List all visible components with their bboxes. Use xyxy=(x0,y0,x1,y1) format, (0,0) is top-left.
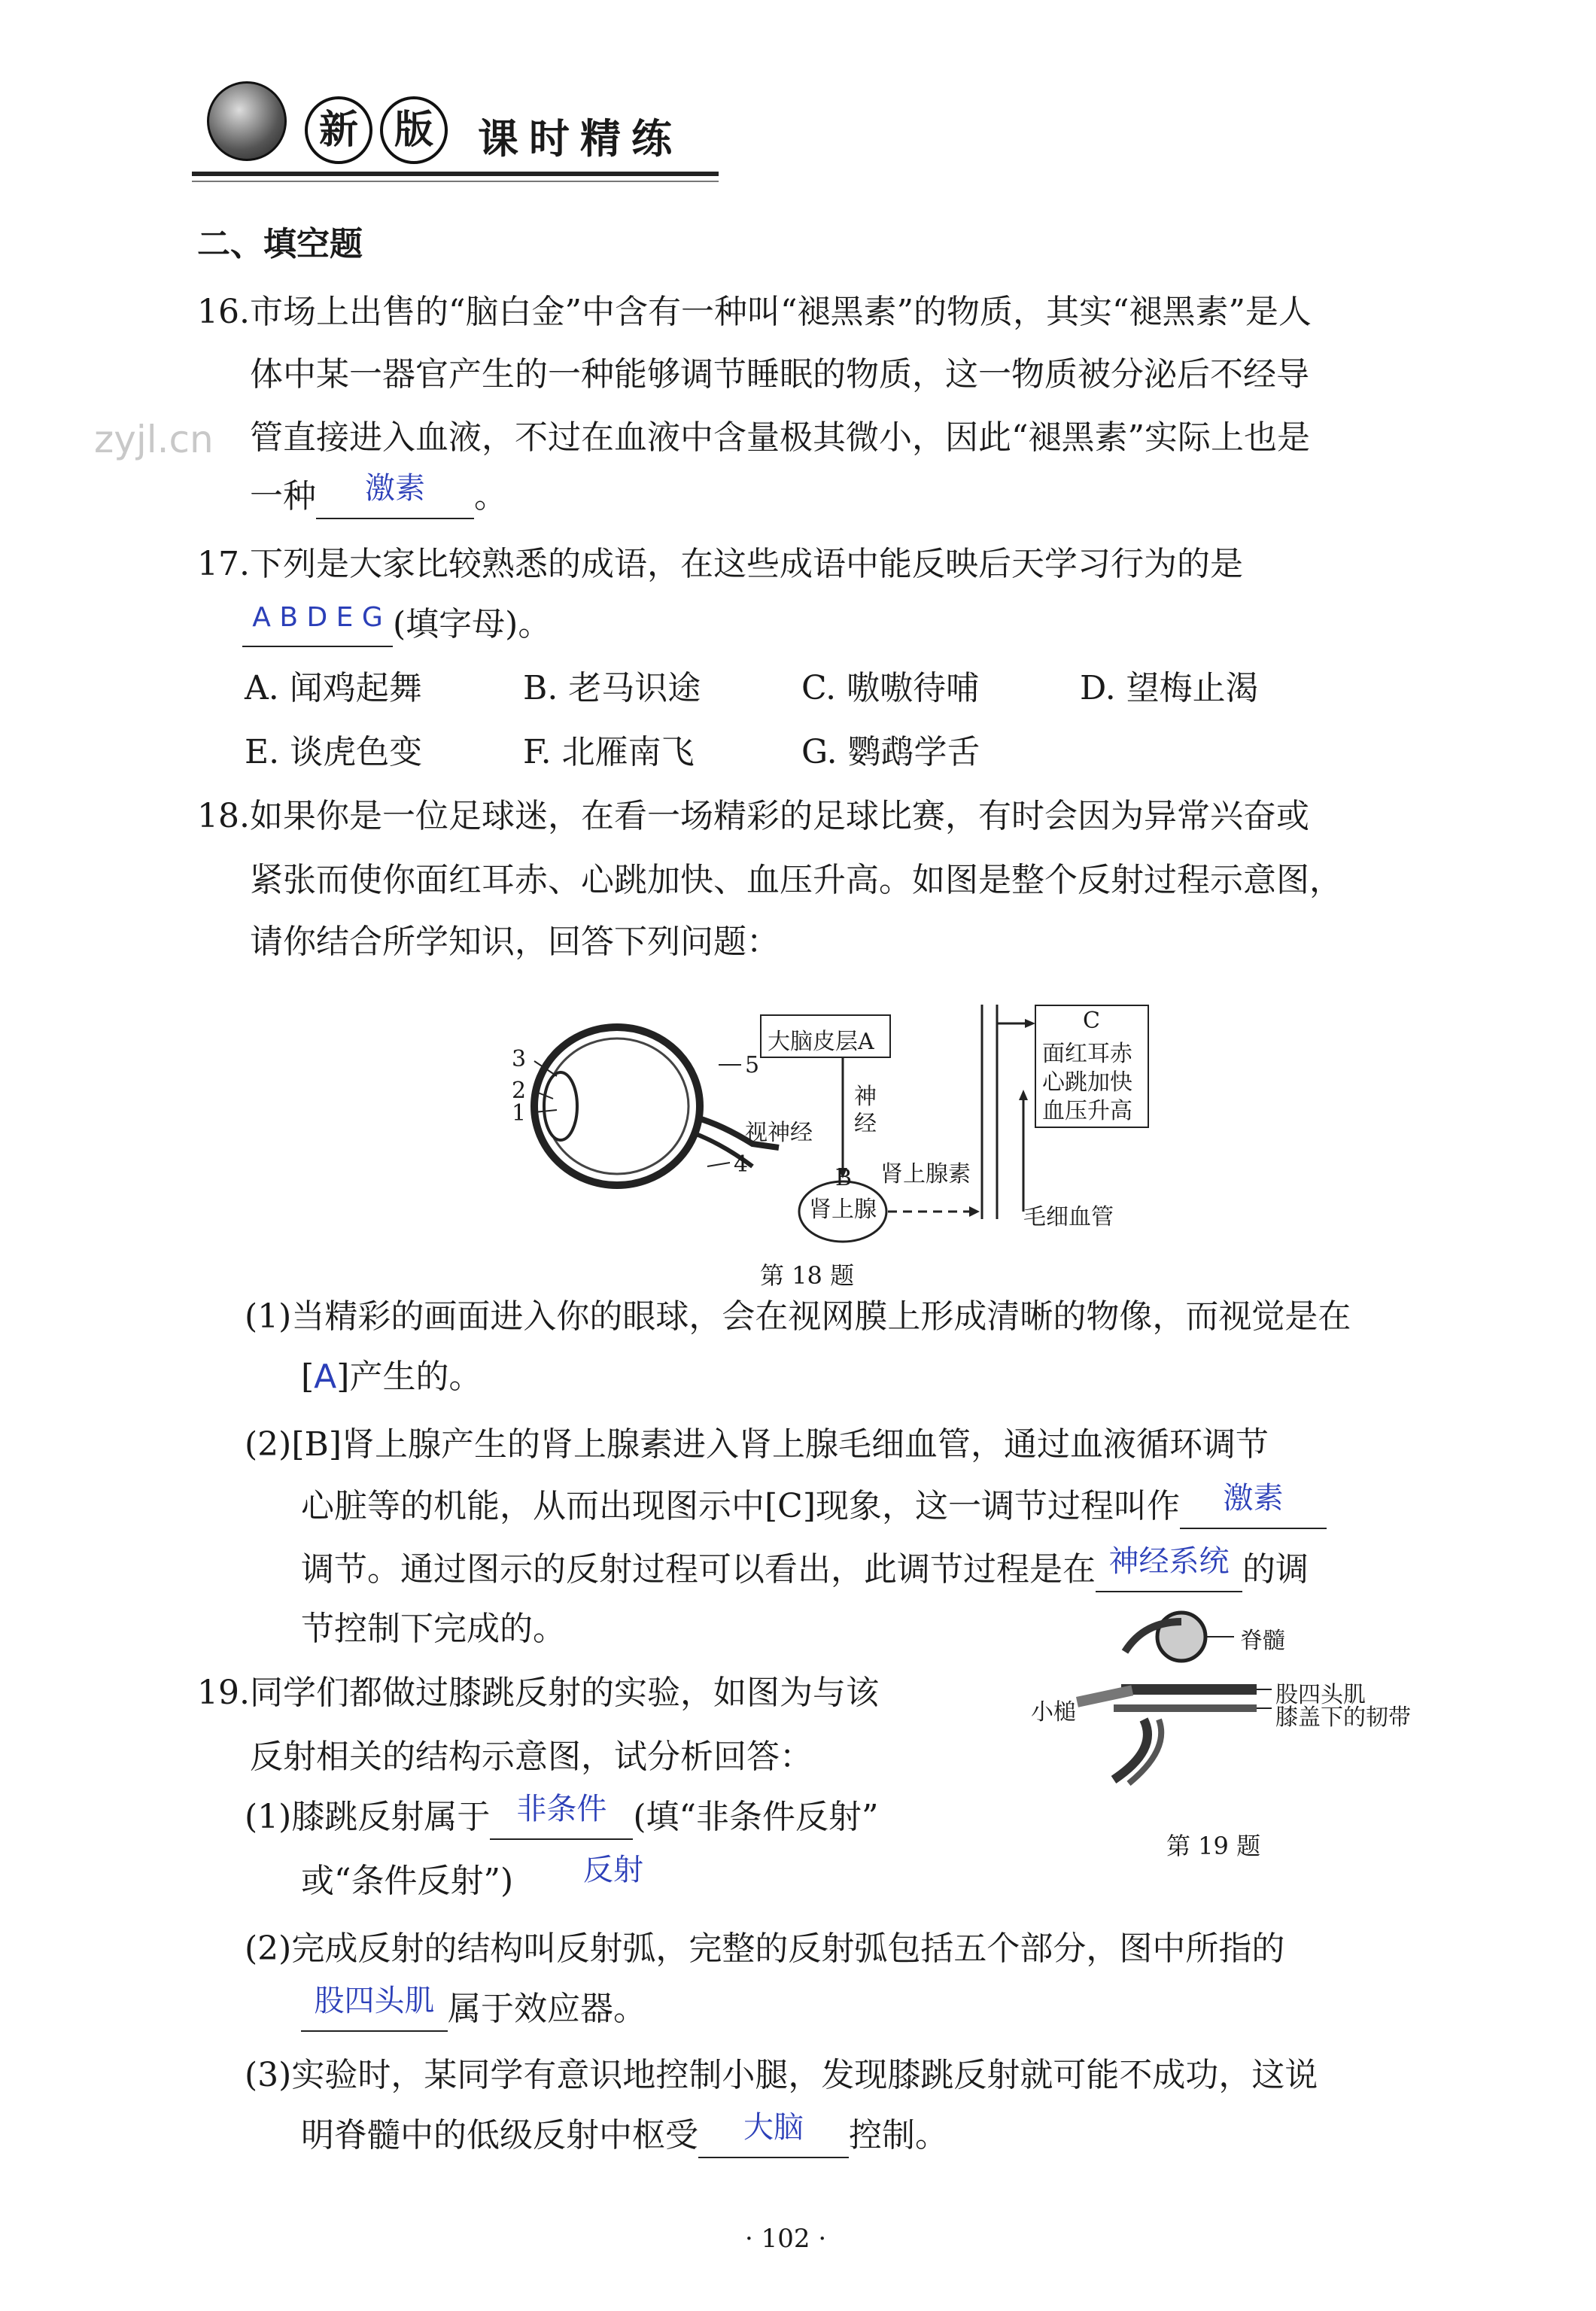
c-box xyxy=(1035,1005,1149,1128)
q18-figure-caption: 第 18 题 xyxy=(760,1261,855,1290)
watermark: zyjl.cn xyxy=(94,418,214,461)
c-letter: C xyxy=(1083,1008,1100,1034)
q17-line-1: 17.下列是大家比较熟悉的成语，在这些成语中能反映后天学习行为的是 xyxy=(197,545,1243,583)
q18-p1-answer: A xyxy=(314,1358,337,1396)
q16-answer-blank xyxy=(316,471,474,519)
q19-p1-answer-cont: 反射 xyxy=(583,1853,643,1887)
q19-p2-answer-blank xyxy=(301,1984,448,2032)
q19-line-2: 反射相关的结构示意图，试分析回答： xyxy=(250,1738,813,1776)
q19-figure-caption: 第 19 题 xyxy=(1166,1832,1261,1860)
nerve-label: 神经 xyxy=(854,1084,877,1137)
q17-option: E. 谈虎色变 xyxy=(245,733,423,771)
q19-p1-line-2: 或“条件反射”) xyxy=(301,1862,514,1900)
q18-p2-text-3: 的调 xyxy=(1242,1550,1309,1589)
eye-label-3: 3 xyxy=(512,1046,527,1072)
c-line-1: 面红耳赤 xyxy=(1042,1041,1132,1067)
q18-p1-text: [ xyxy=(301,1358,315,1396)
header-rule xyxy=(192,172,719,176)
q19-p1-answer-blank xyxy=(490,1792,633,1840)
q19-p1-line-1 xyxy=(245,1792,879,1840)
q18-p1-line-1: (1)当精彩的画面进入你的眼球，会在视网膜上形成清晰的物像，而视觉是在 xyxy=(245,1297,1351,1336)
page-number: · 102 · xyxy=(745,2224,827,2254)
header xyxy=(192,60,719,188)
q16-answer: 激素 xyxy=(365,471,425,506)
q16-line-4 xyxy=(250,471,507,519)
q17-line-2 xyxy=(242,602,551,647)
q19-p1-text: (1)膝跳反射属于 xyxy=(245,1798,491,1836)
q16-line-2: 体中某一器官产生的一种能够调节睡眠的物质，这一物质被分泌后不经导 xyxy=(250,355,1309,394)
q17-options-row-1 xyxy=(245,666,1358,711)
eye-label-4: 4 xyxy=(734,1151,749,1178)
q18-p2-line-4: 节控制下完成的。 xyxy=(301,1610,566,1648)
q17-option: A. 闻鸡起舞 xyxy=(245,669,422,707)
q19-p3-text-end: 控制。 xyxy=(849,2116,948,2154)
quadriceps-label: 股四头肌 xyxy=(1275,1682,1366,1708)
ligament-label: 膝盖下的韧带 xyxy=(1275,1704,1411,1731)
q18-p2-answer-2: 神经系统 xyxy=(1108,1544,1230,1579)
q19-p2-answer: 股四头肌 xyxy=(314,1984,435,2018)
capillary-label: 毛细血管 xyxy=(1023,1204,1114,1230)
q17-option: D. 望梅止渴 xyxy=(1080,669,1259,707)
header-badge-xin: 新 xyxy=(305,96,372,164)
q17-answer-blank xyxy=(242,604,393,647)
q18-p2-line-3 xyxy=(301,1544,1309,1592)
q19-p1-instruction: (填“非条件反射” xyxy=(633,1798,879,1836)
q17-option: B. 老马识途 xyxy=(523,669,701,707)
globe-icon xyxy=(207,81,287,161)
q16-text: 一种 xyxy=(250,477,316,515)
header-badge-ban: 版 xyxy=(380,96,448,164)
hammer-label: 小槌 xyxy=(1031,1699,1076,1726)
q19-p3-answer: 大脑 xyxy=(743,2110,804,2145)
q18-line-1: 18.如果你是一位足球迷，在看一场精彩的足球比赛，有时会因为异常兴奋或 xyxy=(197,797,1309,835)
q18-p2-answer-1: 激素 xyxy=(1223,1481,1284,1516)
hormone-label: 肾上腺素 xyxy=(880,1161,971,1187)
q19-p2-text: 属于效应器。 xyxy=(448,1990,646,2028)
q19-p3-line-1: (3)实验时，某同学有意识地控制小腿，发现膝跳反射就可能不成功，这说 xyxy=(245,2056,1318,2094)
gland-letter: B xyxy=(835,1165,853,1191)
c-line-3: 血压升高 xyxy=(1042,1098,1132,1124)
q19-p3-text: 明脊髓中的低级反射中枢受 xyxy=(301,2116,698,2154)
section-title: 二、填空题 xyxy=(197,225,363,263)
q18-figure xyxy=(482,993,1159,1279)
q19-p3-line-2 xyxy=(301,2110,948,2158)
cortex-box xyxy=(760,1014,891,1058)
q17-options-row-2 xyxy=(245,730,1080,775)
q18-line-3: 请你结合所学知识，回答下列问题： xyxy=(250,923,780,961)
q18-p2-text: 心脏等的机能，从而出现图示中[C]现象，这一调节过程叫作 xyxy=(301,1487,1180,1525)
q17-option: C. 嗷嗷待哺 xyxy=(801,669,980,707)
q18-p1-line-2 xyxy=(301,1355,482,1400)
q17-instruction: (填字母)。 xyxy=(393,605,552,643)
cortex-label: 大脑皮层A xyxy=(768,1029,874,1055)
spine-label: 脊髓 xyxy=(1240,1628,1285,1654)
q19-figure xyxy=(1031,1607,1452,1802)
q19-p3-answer-blank xyxy=(698,2110,849,2158)
q16-text-end: 。 xyxy=(474,477,507,515)
q19-p2-line-1: (2)完成反射的结构叫反射弧，完整的反射弧包括五个部分，图中所指的 xyxy=(245,1929,1285,1968)
q18-line-2: 紧张而使你面红耳赤、心跳加快、血压升高。如图是整个反射过程示意图， xyxy=(250,861,1342,899)
header-rule-thin xyxy=(192,181,719,182)
q17-option: G. 鹦鹉学舌 xyxy=(801,733,980,771)
q17-option: F. 北雁南飞 xyxy=(523,733,695,771)
header-title: 课时精练 xyxy=(478,115,682,163)
q18-p2-answer-blank-1 xyxy=(1180,1481,1327,1529)
c-line-2: 心跳加快 xyxy=(1042,1069,1132,1096)
q19-line-1: 19.同学们都做过膝跳反射的实验，如图为与该 xyxy=(197,1674,879,1712)
q18-p2-text-2: 调节。通过图示的反射过程可以看出，此调节过程是在 xyxy=(301,1550,1096,1589)
q16-line-1: 16.市场上出售的“脑白金”中含有一种叫“褪黑素”的物质，其实“褪黑素”是人 xyxy=(197,293,1312,331)
q18-p2-answer-blank-2 xyxy=(1096,1544,1242,1592)
q18-p2-line-1: (2)[B]肾上腺产生的肾上腺素进入肾上腺毛细血管，通过血液循环调节 xyxy=(245,1425,1269,1464)
q18-p2-line-2 xyxy=(301,1481,1327,1529)
optic-nerve-label: 视神经 xyxy=(745,1120,813,1146)
q19-p1-answer: 非条件 xyxy=(516,1792,607,1826)
gland-label: 肾上腺 xyxy=(809,1197,877,1223)
eye-label-1: 1 xyxy=(512,1100,527,1127)
eye-label-5: 5 xyxy=(745,1052,760,1078)
q16-line-3: 管直接进入血液，不过在血液中含量极其微小，因此“褪黑素”实际上也是 xyxy=(250,418,1310,457)
q17-answer: A B D E G xyxy=(252,602,383,633)
eye-label-2: 2 xyxy=(512,1078,527,1104)
q19-p2-line-2 xyxy=(301,1984,646,2032)
q18-p1-text-end: ]产生的。 xyxy=(336,1358,482,1396)
